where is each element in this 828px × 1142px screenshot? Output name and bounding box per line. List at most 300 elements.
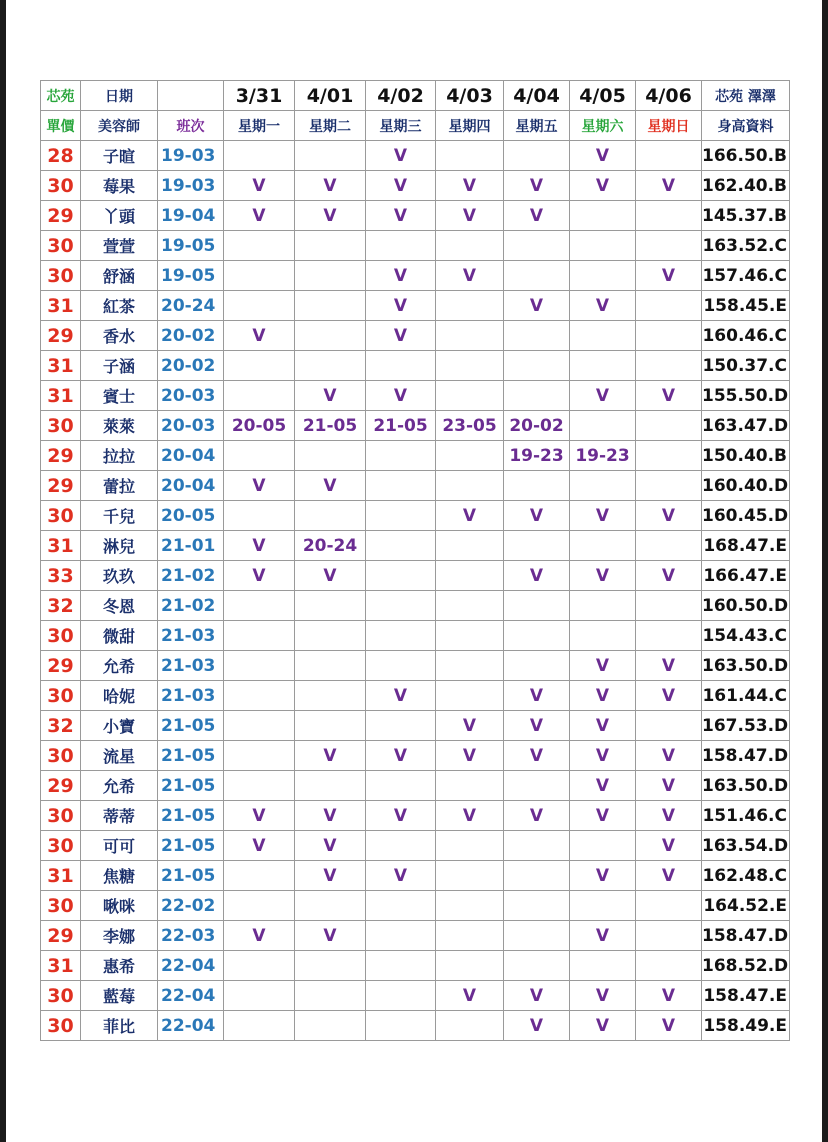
- height-cell: 150.40.B: [702, 441, 790, 471]
- day-cell: [570, 231, 636, 261]
- day-cell: [636, 441, 702, 471]
- class-cell: 20-02: [158, 351, 224, 381]
- stylist-name-cell: 賓士: [81, 381, 158, 411]
- table-row: [41, 411, 790, 441]
- height-cell: 162.40.B: [702, 171, 790, 201]
- day-cell: V: [504, 741, 570, 771]
- stylist-name-cell: 香水: [81, 321, 158, 351]
- day-cell: V: [636, 771, 702, 801]
- day-cell: V: [224, 201, 295, 231]
- day-cell: V: [366, 291, 436, 321]
- day-cell: V: [436, 741, 504, 771]
- day-cell: [636, 711, 702, 741]
- table-row: [41, 351, 790, 381]
- day-cell: V: [366, 141, 436, 171]
- day-cell: [436, 471, 504, 501]
- day-cell: V: [570, 771, 636, 801]
- height-cell: 151.46.C: [702, 801, 790, 831]
- day-cell: [295, 501, 366, 531]
- stylist-name-cell: 小寶: [81, 711, 158, 741]
- day-cell: [436, 381, 504, 411]
- day-cell: [570, 321, 636, 351]
- weekday-header: 星期二: [295, 111, 366, 141]
- schedule-sheet: [6, 0, 822, 1142]
- day-cell: [295, 951, 366, 981]
- stylist-name-cell: 千兒: [81, 501, 158, 531]
- class-cell: 21-02: [158, 561, 224, 591]
- day-cell: [636, 591, 702, 621]
- date-label-header: 日期: [81, 81, 158, 111]
- day-cell: [224, 681, 295, 711]
- day-cell: [295, 981, 366, 1011]
- price-cell: 29: [41, 321, 81, 351]
- day-cell: [504, 381, 570, 411]
- day-cell: V: [570, 141, 636, 171]
- class-cell: 20-04: [158, 471, 224, 501]
- day-cell: [366, 711, 436, 741]
- day-cell: [504, 531, 570, 561]
- table-row: [41, 1011, 790, 1041]
- day-cell: [504, 861, 570, 891]
- day-cell: [636, 471, 702, 501]
- day-cell: [570, 891, 636, 921]
- height-cell: 150.37.C: [702, 351, 790, 381]
- height-cell: 154.43.C: [702, 621, 790, 651]
- table-row: [41, 651, 790, 681]
- price-cell: 30: [41, 231, 81, 261]
- day-cell: V: [366, 861, 436, 891]
- class-cell: 21-05: [158, 861, 224, 891]
- date-header: 3/31: [224, 81, 295, 111]
- day-cell: V: [295, 171, 366, 201]
- day-cell: [504, 321, 570, 351]
- height-title-header: 芯苑 澤澤: [702, 81, 790, 111]
- class-cell: 22-04: [158, 951, 224, 981]
- day-cell: V: [636, 381, 702, 411]
- day-cell: V: [636, 1011, 702, 1041]
- stylist-name-cell: 哈妮: [81, 681, 158, 711]
- day-cell: V: [636, 801, 702, 831]
- day-cell: [570, 621, 636, 651]
- price-cell: 31: [41, 351, 81, 381]
- day-cell: V: [295, 921, 366, 951]
- day-cell: V: [636, 861, 702, 891]
- class-cell: 20-02: [158, 321, 224, 351]
- day-cell: [436, 351, 504, 381]
- day-cell: V: [504, 561, 570, 591]
- class-cell: 21-05: [158, 801, 224, 831]
- day-cell: [366, 951, 436, 981]
- day-cell: V: [436, 711, 504, 741]
- height-cell: 163.50.D: [702, 651, 790, 681]
- day-cell: [295, 141, 366, 171]
- weekday-header: 星期五: [504, 111, 570, 141]
- day-cell: [224, 651, 295, 681]
- day-cell: V: [636, 981, 702, 1011]
- day-cell: [224, 441, 295, 471]
- price-cell: 30: [41, 411, 81, 441]
- price-cell: 30: [41, 501, 81, 531]
- day-cell: V: [436, 201, 504, 231]
- table-row: [41, 801, 790, 831]
- day-cell: [504, 471, 570, 501]
- price-cell: 28: [41, 141, 81, 171]
- day-cell: [436, 441, 504, 471]
- stylist-name-cell: 子暄: [81, 141, 158, 171]
- height-cell: 161.44.C: [702, 681, 790, 711]
- day-cell: [436, 891, 504, 921]
- height-cell: 145.37.B: [702, 201, 790, 231]
- class-cell: 21-05: [158, 711, 224, 741]
- class-cell: 22-04: [158, 1011, 224, 1041]
- table-row: [41, 441, 790, 471]
- day-cell: [570, 411, 636, 441]
- day-cell: V: [570, 981, 636, 1011]
- class-cell: 21-01: [158, 531, 224, 561]
- day-cell: V: [295, 471, 366, 501]
- price-cell: 30: [41, 1011, 81, 1041]
- day-cell: [436, 861, 504, 891]
- day-cell: [224, 891, 295, 921]
- class-label-header: 班次: [158, 111, 224, 141]
- day-cell: [504, 591, 570, 621]
- table-row: [41, 171, 790, 201]
- class-cell: 19-05: [158, 231, 224, 261]
- day-cell: [366, 531, 436, 561]
- day-cell: V: [570, 651, 636, 681]
- day-cell: [636, 141, 702, 171]
- day-cell: V: [295, 201, 366, 231]
- day-cell: [636, 351, 702, 381]
- day-cell: [504, 891, 570, 921]
- class-cell: 19-05: [158, 261, 224, 291]
- day-cell: [570, 831, 636, 861]
- day-cell: [436, 591, 504, 621]
- day-cell: [436, 771, 504, 801]
- day-cell: [570, 591, 636, 621]
- day-cell: [436, 531, 504, 561]
- class-cell: 22-02: [158, 891, 224, 921]
- day-cell: 19-23: [570, 441, 636, 471]
- price-cell: 31: [41, 951, 81, 981]
- price-cell: 31: [41, 291, 81, 321]
- day-cell: [636, 621, 702, 651]
- stylist-name-cell: 舒涵: [81, 261, 158, 291]
- stylist-name-cell: 允希: [81, 651, 158, 681]
- day-cell: [436, 651, 504, 681]
- height-cell: 158.47.D: [702, 741, 790, 771]
- day-cell: [436, 951, 504, 981]
- class-cell: 21-05: [158, 741, 224, 771]
- height-cell: 158.47.D: [702, 921, 790, 951]
- stylist-name-cell: 紅茶: [81, 291, 158, 321]
- day-cell: V: [436, 501, 504, 531]
- price-cell: 30: [41, 171, 81, 201]
- day-cell: V: [636, 561, 702, 591]
- table-row: [41, 981, 790, 1011]
- price-cell: 30: [41, 681, 81, 711]
- header-row-weekdays: [41, 111, 790, 141]
- day-cell: V: [570, 1011, 636, 1041]
- height-label-header: 身高資料: [702, 111, 790, 141]
- day-cell: [366, 231, 436, 261]
- class-cell: 19-03: [158, 171, 224, 201]
- day-cell: [366, 921, 436, 951]
- day-cell: [295, 621, 366, 651]
- price-cell: 29: [41, 771, 81, 801]
- table-row: [41, 861, 790, 891]
- height-cell: 158.49.E: [702, 1011, 790, 1041]
- day-cell: [636, 321, 702, 351]
- height-cell: 155.50.D: [702, 381, 790, 411]
- day-cell: [366, 351, 436, 381]
- day-cell: [224, 621, 295, 651]
- brand-header: 芯苑: [41, 81, 81, 111]
- day-cell: V: [366, 681, 436, 711]
- stylist-name-cell: 惠希: [81, 951, 158, 981]
- class-cell: 21-03: [158, 681, 224, 711]
- stylist-name-cell: 冬恩: [81, 591, 158, 621]
- day-cell: [224, 141, 295, 171]
- day-cell: [224, 711, 295, 741]
- day-cell: V: [504, 711, 570, 741]
- price-cell: 30: [41, 801, 81, 831]
- date-header-sunday: 4/06: [636, 81, 702, 111]
- day-cell: V: [224, 471, 295, 501]
- day-cell: 23-05: [436, 411, 504, 441]
- day-cell: [295, 771, 366, 801]
- day-cell: V: [504, 801, 570, 831]
- height-cell: 167.53.D: [702, 711, 790, 741]
- day-cell: V: [436, 261, 504, 291]
- stylist-name-cell: 淋兒: [81, 531, 158, 561]
- day-cell: [436, 321, 504, 351]
- day-cell: V: [224, 561, 295, 591]
- stylist-name-cell: 子涵: [81, 351, 158, 381]
- day-cell: [295, 441, 366, 471]
- day-cell: 19-23: [504, 441, 570, 471]
- day-cell: [570, 531, 636, 561]
- price-cell: 30: [41, 741, 81, 771]
- day-cell: [636, 201, 702, 231]
- height-cell: 166.50.B: [702, 141, 790, 171]
- table-row: [41, 261, 790, 291]
- day-cell: V: [636, 171, 702, 201]
- day-cell: [636, 891, 702, 921]
- height-cell: 163.54.D: [702, 831, 790, 861]
- day-cell: [295, 261, 366, 291]
- stylist-name-cell: 可可: [81, 831, 158, 861]
- day-cell: [366, 1011, 436, 1041]
- day-cell: V: [570, 801, 636, 831]
- table-row: [41, 711, 790, 741]
- table-row: [41, 471, 790, 501]
- day-cell: [504, 351, 570, 381]
- height-cell: 160.46.C: [702, 321, 790, 351]
- day-cell: [436, 681, 504, 711]
- stylist-name-cell: 拉拉: [81, 441, 158, 471]
- stylist-name-cell: 蕾拉: [81, 471, 158, 501]
- day-cell: V: [636, 681, 702, 711]
- table-row: [41, 501, 790, 531]
- stylist-name-cell: 啾咪: [81, 891, 158, 921]
- weekday-header: 星期一: [224, 111, 295, 141]
- day-cell: V: [504, 291, 570, 321]
- table-row: [41, 681, 790, 711]
- day-cell: [436, 831, 504, 861]
- day-cell: [224, 381, 295, 411]
- class-cell: 22-03: [158, 921, 224, 951]
- stylist-name-cell: 丫頭: [81, 201, 158, 231]
- day-cell: [295, 651, 366, 681]
- day-cell: V: [436, 801, 504, 831]
- day-cell: V: [504, 681, 570, 711]
- day-cell: V: [295, 861, 366, 891]
- day-cell: [504, 621, 570, 651]
- height-cell: 160.45.D: [702, 501, 790, 531]
- day-cell: V: [636, 831, 702, 861]
- day-cell: [570, 261, 636, 291]
- stylist-name-cell: 微甜: [81, 621, 158, 651]
- date-header: 4/03: [436, 81, 504, 111]
- class-cell: 22-04: [158, 981, 224, 1011]
- day-cell: V: [570, 711, 636, 741]
- weekday-header-sunday: 星期日: [636, 111, 702, 141]
- day-cell: 21-05: [295, 411, 366, 441]
- schedule-table: [40, 80, 790, 1041]
- day-cell: V: [570, 291, 636, 321]
- day-cell: [295, 681, 366, 711]
- stylist-label-header: 美容師: [81, 111, 158, 141]
- class-cell: 21-03: [158, 651, 224, 681]
- day-cell: V: [224, 171, 295, 201]
- price-cell: 32: [41, 591, 81, 621]
- price-cell: 29: [41, 471, 81, 501]
- day-cell: V: [570, 741, 636, 771]
- day-cell: [224, 591, 295, 621]
- day-cell: V: [224, 801, 295, 831]
- day-cell: [295, 711, 366, 741]
- day-cell: V: [366, 801, 436, 831]
- day-cell: [295, 291, 366, 321]
- class-cell: 21-03: [158, 621, 224, 651]
- table-row: [41, 741, 790, 771]
- height-cell: 163.52.C: [702, 231, 790, 261]
- day-cell: [224, 501, 295, 531]
- day-cell: V: [570, 681, 636, 711]
- day-cell: V: [504, 171, 570, 201]
- day-cell: V: [636, 741, 702, 771]
- day-cell: [504, 771, 570, 801]
- day-cell: [570, 351, 636, 381]
- day-cell: [224, 741, 295, 771]
- day-cell: [504, 951, 570, 981]
- day-cell: [366, 591, 436, 621]
- day-cell: [366, 441, 436, 471]
- table-row: [41, 381, 790, 411]
- day-cell: [295, 321, 366, 351]
- height-cell: 166.47.E: [702, 561, 790, 591]
- weekday-header: 星期三: [366, 111, 436, 141]
- day-cell: [436, 621, 504, 651]
- table-row: [41, 291, 790, 321]
- day-cell: [570, 201, 636, 231]
- class-cell: 21-05: [158, 771, 224, 801]
- day-cell: [436, 561, 504, 591]
- price-cell: 32: [41, 711, 81, 741]
- day-cell: V: [436, 981, 504, 1011]
- table-row: [41, 921, 790, 951]
- day-cell: [436, 141, 504, 171]
- weekday-header-saturday: 星期六: [570, 111, 636, 141]
- weekday-header: 星期四: [436, 111, 504, 141]
- day-cell: [224, 861, 295, 891]
- height-cell: 163.47.D: [702, 411, 790, 441]
- day-cell: [636, 231, 702, 261]
- day-cell: [366, 621, 436, 651]
- table-row: [41, 771, 790, 801]
- table-row: [41, 141, 790, 171]
- day-cell: V: [224, 921, 295, 951]
- day-cell: V: [570, 921, 636, 951]
- height-cell: 164.52.E: [702, 891, 790, 921]
- class-cell: 20-24: [158, 291, 224, 321]
- day-cell: [224, 1011, 295, 1041]
- day-cell: 20-05: [224, 411, 295, 441]
- table-row: [41, 621, 790, 651]
- day-cell: V: [504, 981, 570, 1011]
- stylist-name-cell: 允希: [81, 771, 158, 801]
- day-cell: [436, 1011, 504, 1041]
- day-cell: [224, 291, 295, 321]
- day-cell: 20-02: [504, 411, 570, 441]
- stylist-name-cell: 蒂蒂: [81, 801, 158, 831]
- day-cell: [636, 291, 702, 321]
- day-cell: V: [504, 1011, 570, 1041]
- price-cell: 31: [41, 531, 81, 561]
- day-cell: V: [636, 651, 702, 681]
- table-row: [41, 201, 790, 231]
- price-label-header: 單價: [41, 111, 81, 141]
- height-cell: 162.48.C: [702, 861, 790, 891]
- price-cell: 29: [41, 441, 81, 471]
- price-cell: 33: [41, 561, 81, 591]
- stylist-name-cell: 焦糖: [81, 861, 158, 891]
- header-row-dates: [41, 81, 790, 111]
- day-cell: V: [636, 501, 702, 531]
- day-cell: [636, 531, 702, 561]
- class-cell: 20-03: [158, 411, 224, 441]
- day-cell: [636, 921, 702, 951]
- class-blank-header: [158, 81, 224, 111]
- day-cell: [224, 261, 295, 291]
- class-cell: 19-03: [158, 141, 224, 171]
- day-cell: [224, 981, 295, 1011]
- day-cell: V: [570, 561, 636, 591]
- table-row: [41, 831, 790, 861]
- day-cell: V: [224, 321, 295, 351]
- day-cell: V: [570, 501, 636, 531]
- price-cell: 30: [41, 891, 81, 921]
- day-cell: V: [295, 741, 366, 771]
- price-cell: 30: [41, 621, 81, 651]
- stylist-name-cell: 莓果: [81, 171, 158, 201]
- price-cell: 31: [41, 381, 81, 411]
- day-cell: [366, 831, 436, 861]
- day-cell: V: [295, 801, 366, 831]
- day-cell: [504, 261, 570, 291]
- price-cell: 29: [41, 201, 81, 231]
